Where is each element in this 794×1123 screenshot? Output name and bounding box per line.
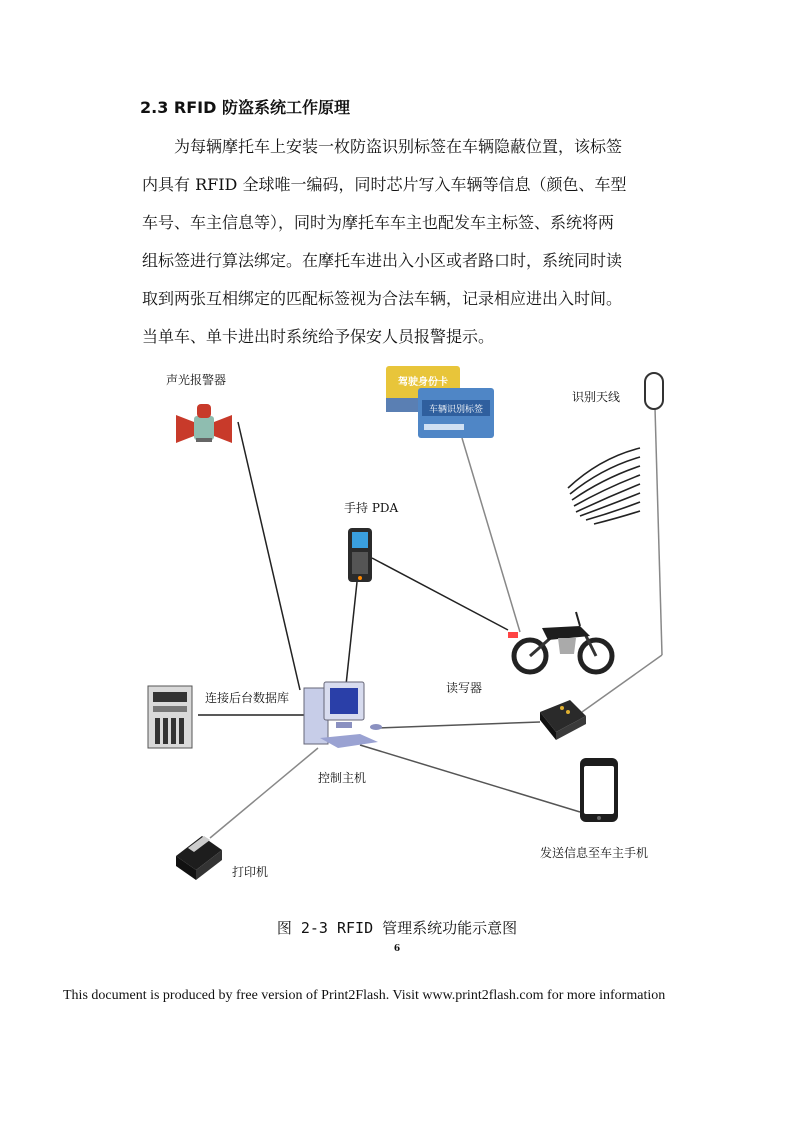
paragraph-line: 为每辆摩托车上安装一枚防盗识别标签在车辆隐蔽位置，该标签 (174, 137, 623, 156)
line-cards-motorcycle (462, 438, 520, 632)
paragraph-line: 内具有 RFID 全球唯一编码，同时芯片写入车辆等信息（颜色、车型 (142, 175, 627, 194)
host-label: 控制主机 (318, 771, 367, 785)
line-pda-host (346, 582, 357, 685)
pda-label: 手持 PDA (344, 501, 399, 515)
paragraph-line: 当单车、单卡进出时系统给予保安人员报警提示。 (142, 327, 495, 346)
phone-label: 发送信息至车主手机 (540, 846, 649, 860)
rfid-system-diagram (0, 360, 794, 900)
paragraph-line: 车号、车主信息等），同时为摩托车车主也配发车主标签、系统将两 (142, 213, 615, 232)
database-label: 连接后台数据库 (205, 691, 290, 705)
line-pda-motorcycle (372, 558, 508, 630)
figure-caption: 图 2-3 RFID 管理系统功能示意图 (276, 919, 518, 937)
paragraph-line: 取到两张互相绑定的匹配标签视为合法车辆，记录相应进出入时间。 (142, 289, 623, 308)
antenna-label: 识别天线 (572, 390, 621, 404)
section-heading: 2.3 RFID 防盗系统工作原理 (140, 98, 350, 117)
vehicle-tag-label: 车辆识别标签 (428, 405, 484, 415)
control-host-computer-icon (304, 682, 382, 748)
reader-label: 读写器 (446, 681, 483, 695)
printer-label: 打印机 (232, 865, 269, 879)
printer-icon (176, 836, 222, 880)
line-host-reader (378, 722, 540, 728)
paragraph-line: 组标签进行算法绑定。在摩托车进出入小区或者路口时，系统同时读 (142, 251, 623, 270)
handheld-pda-icon (348, 528, 372, 582)
driver-card-label: 驾驶身份卡 (398, 377, 448, 388)
line-antenna-pole (655, 408, 662, 655)
line-host-printer (210, 748, 318, 838)
rfid-cards-icon (386, 366, 494, 438)
alarm-icon (176, 404, 232, 443)
line-alarm-host (238, 422, 300, 690)
mobile-phone-icon (580, 758, 618, 822)
reader-device-icon (540, 700, 586, 740)
database-server-icon (148, 686, 192, 748)
motorcycle-icon (508, 612, 612, 672)
line-host-phone (360, 745, 580, 812)
footer-note: This document is produced by free version of Print2Flash. Visit www.print2flash.com for more information (63, 988, 666, 1003)
page-number: 6 (393, 944, 401, 954)
alarm-label: 声光报警器 (166, 373, 227, 387)
